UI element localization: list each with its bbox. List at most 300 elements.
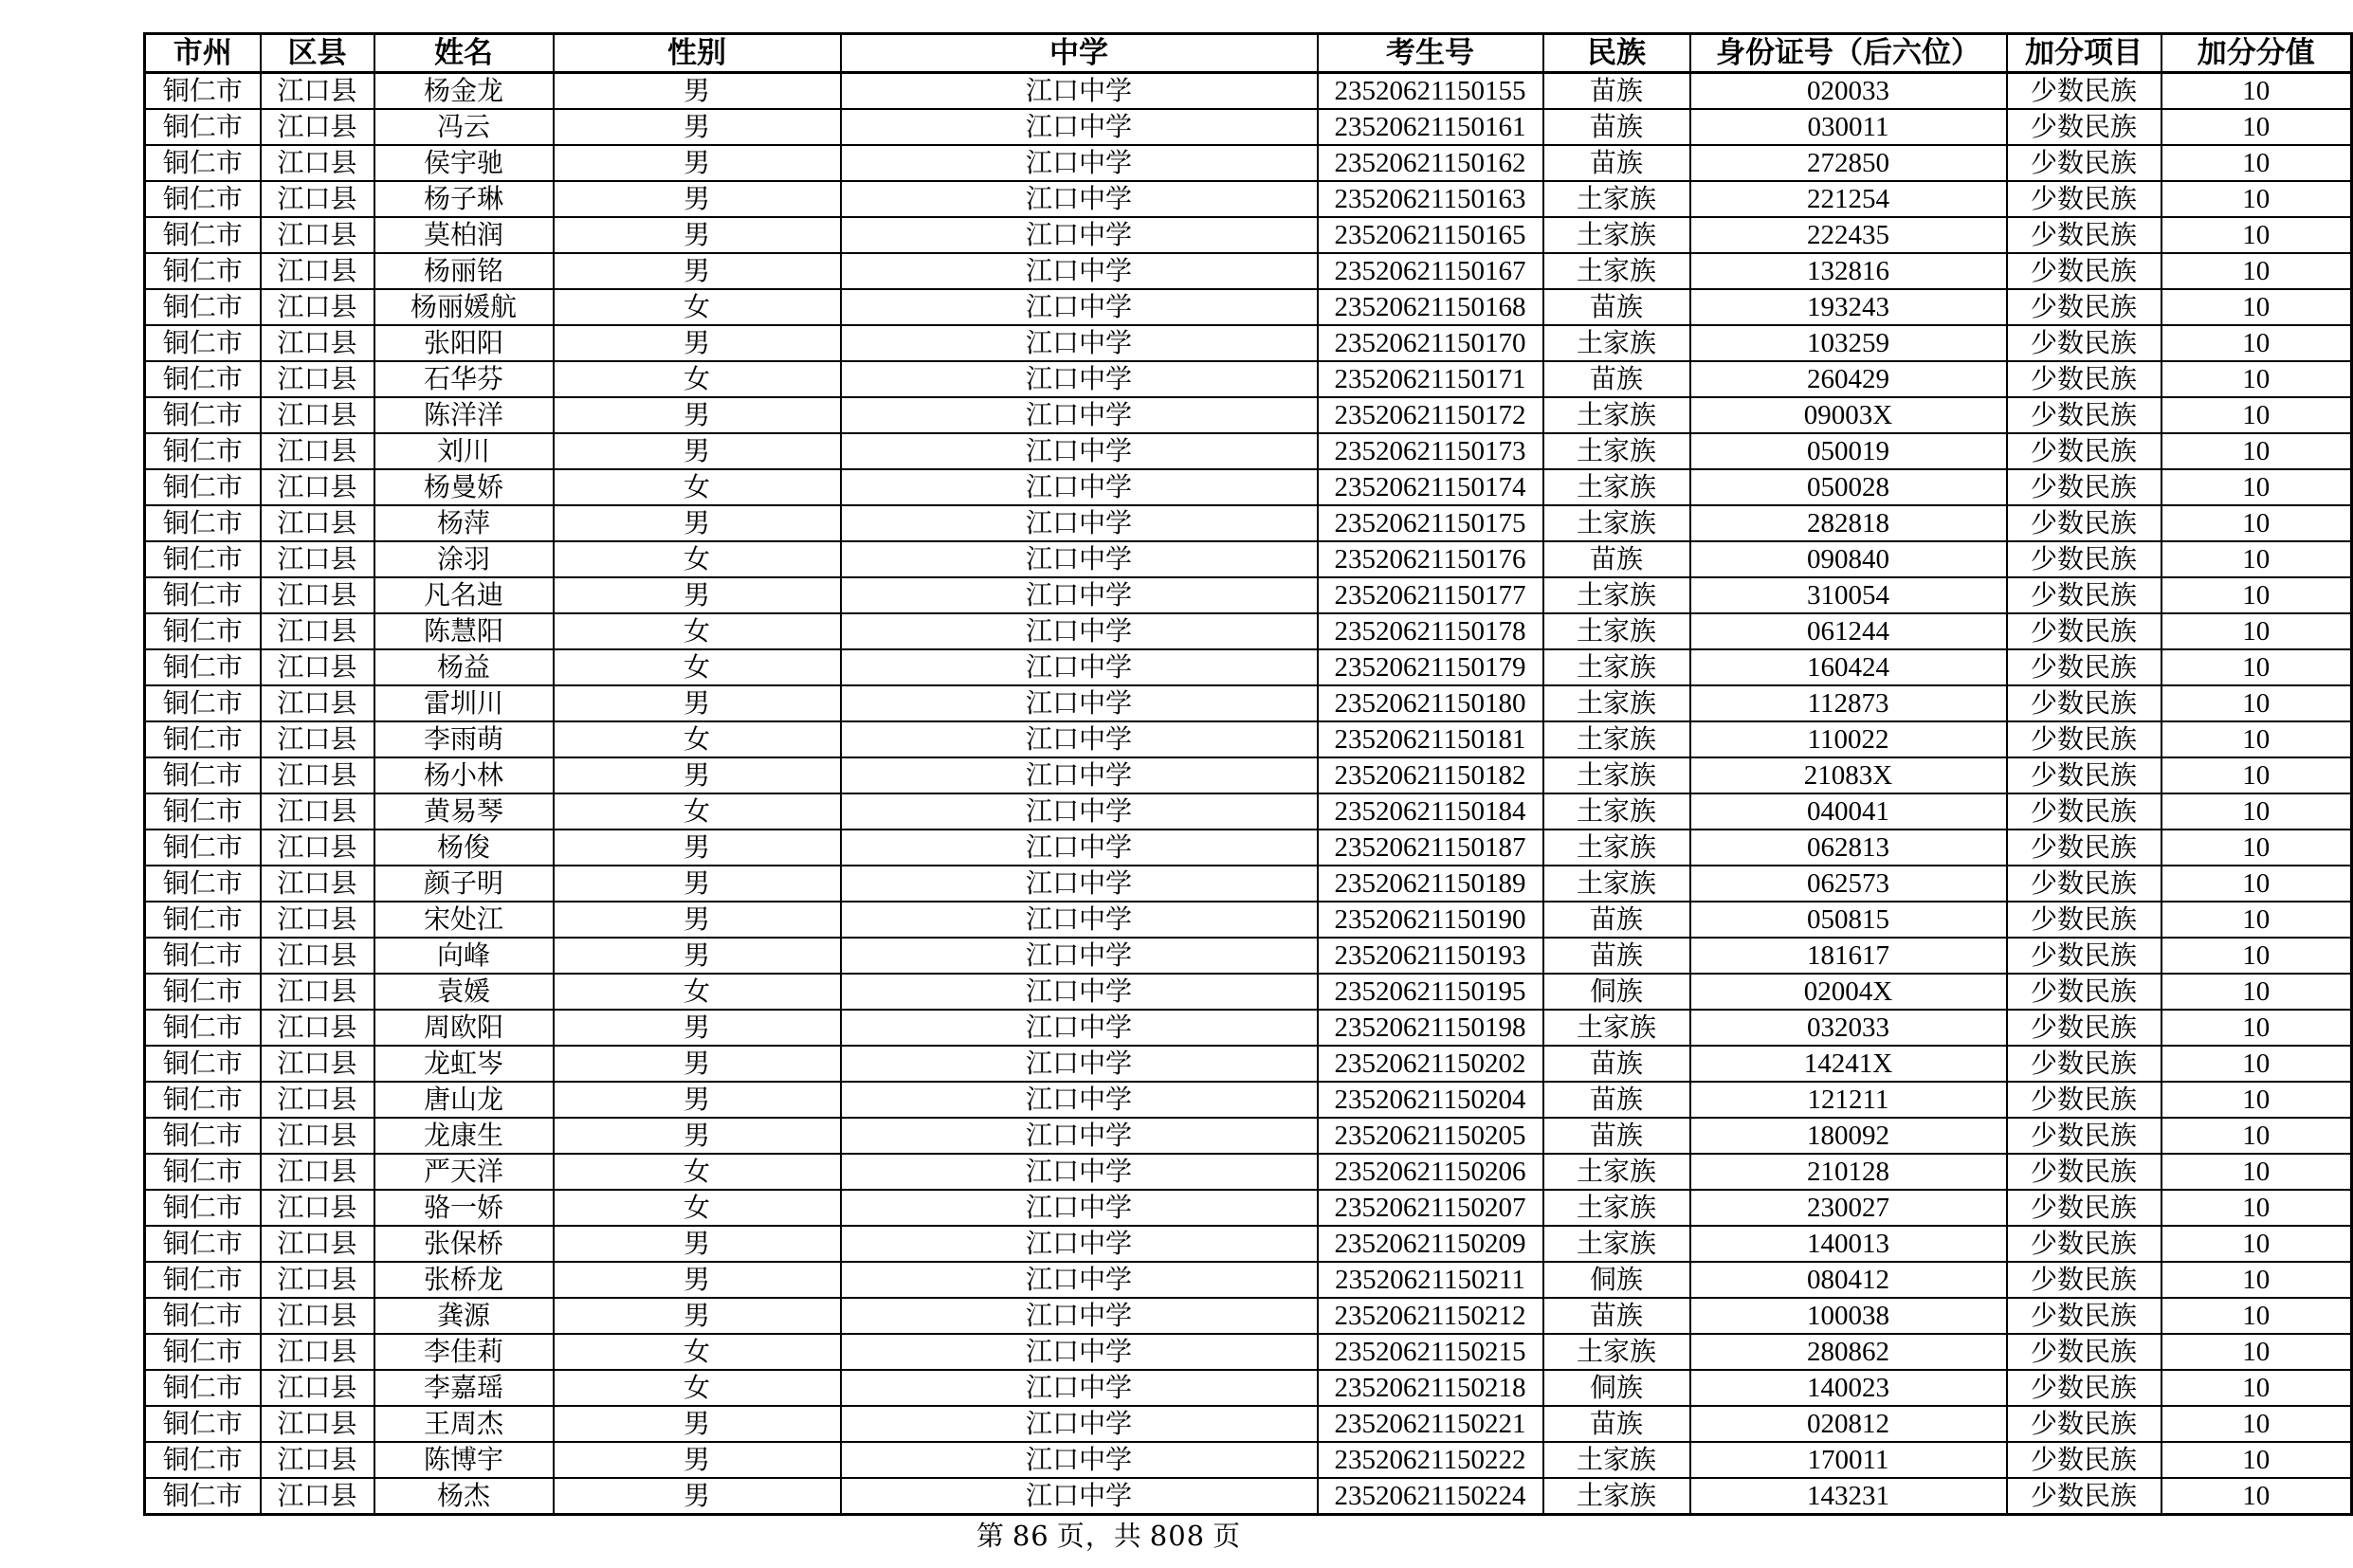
cell-name: 陈博宇: [374, 1442, 554, 1478]
cell-bonus-value: 10: [2161, 757, 2352, 793]
cell-ethnicity: 苗族: [1543, 1046, 1690, 1082]
cell-bonus-item: 少数民族: [2007, 145, 2161, 181]
cell-id-last-six: 050019: [1690, 433, 2007, 469]
cell-bonus-value: 10: [2161, 974, 2352, 1010]
cell-city: 铜仁市: [145, 1190, 261, 1226]
table-row: [145, 1118, 2352, 1154]
cell-school: 江口中学: [841, 361, 1318, 397]
cell-school: 江口中学: [841, 1406, 1318, 1442]
cell-bonus-item: 少数民族: [2007, 1118, 2161, 1154]
cell-school: 江口中学: [841, 613, 1318, 649]
cell-county: 江口县: [261, 974, 374, 1010]
cell-gender: 男: [554, 217, 841, 253]
cell-county: 江口县: [261, 325, 374, 361]
cell-gender: 女: [554, 289, 841, 325]
cell-id-last-six: 061244: [1690, 613, 2007, 649]
cell-exam-number: 23520621150222: [1318, 1442, 1543, 1478]
cell-bonus-item: 少数民族: [2007, 1370, 2161, 1406]
cell-id-last-six: 110022: [1690, 721, 2007, 757]
cell-id-last-six: 032033: [1690, 1010, 2007, 1046]
cell-school: 江口中学: [841, 541, 1318, 577]
column-header-school: 中学: [841, 34, 1318, 73]
cell-id-last-six: 160424: [1690, 649, 2007, 685]
cell-gender: 男: [554, 938, 841, 974]
cell-gender: 女: [554, 649, 841, 685]
cell-name: 向峰: [374, 938, 554, 974]
table-row: [145, 397, 2352, 433]
cell-id-last-six: 14241X: [1690, 1046, 2007, 1082]
cell-exam-number: 23520621150205: [1318, 1118, 1543, 1154]
table-row: [145, 1370, 2352, 1406]
cell-gender: 女: [554, 793, 841, 830]
cell-county: 江口县: [261, 1262, 374, 1298]
cell-school: 江口中学: [841, 757, 1318, 793]
table-row: [145, 1262, 2352, 1298]
cell-county: 江口县: [261, 1046, 374, 1082]
column-header-bonus-item: 加分项目: [2007, 34, 2161, 73]
cell-gender: 女: [554, 613, 841, 649]
cell-gender: 男: [554, 397, 841, 433]
cell-bonus-item: 少数民族: [2007, 469, 2161, 505]
cell-gender: 女: [554, 469, 841, 505]
cell-school: 江口中学: [841, 73, 1318, 110]
column-header-id-last-six: 身份证号（后六位）: [1690, 34, 2007, 73]
cell-gender: 男: [554, 1406, 841, 1442]
column-header-ethnicity: 民族: [1543, 34, 1690, 73]
table-row: [145, 181, 2352, 217]
cell-gender: 男: [554, 1298, 841, 1334]
cell-bonus-item: 少数民族: [2007, 1010, 2161, 1046]
cell-bonus-value: 10: [2161, 181, 2352, 217]
cell-city: 铜仁市: [145, 181, 261, 217]
cell-gender: 男: [554, 73, 841, 110]
cell-id-last-six: 221254: [1690, 181, 2007, 217]
cell-id-last-six: 310054: [1690, 577, 2007, 613]
cell-bonus-value: 10: [2161, 1190, 2352, 1226]
column-header-bonus-value: 加分分值: [2161, 34, 2352, 73]
table-row: [145, 217, 2352, 253]
cell-name: 杨子琳: [374, 181, 554, 217]
cell-bonus-item: 少数民族: [2007, 1190, 2161, 1226]
table-row: [145, 253, 2352, 289]
cell-id-last-six: 140023: [1690, 1370, 2007, 1406]
cell-gender: 男: [554, 325, 841, 361]
cell-gender: 女: [554, 1154, 841, 1190]
cell-bonus-value: 10: [2161, 505, 2352, 541]
table-row: [145, 649, 2352, 685]
cell-exam-number: 23520621150167: [1318, 253, 1543, 289]
cell-ethnicity: 土家族: [1543, 721, 1690, 757]
cell-ethnicity: 土家族: [1543, 1226, 1690, 1262]
cell-bonus-item: 少数民族: [2007, 1226, 2161, 1262]
cell-county: 江口县: [261, 1118, 374, 1154]
cell-bonus-item: 少数民族: [2007, 577, 2161, 613]
cell-county: 江口县: [261, 1010, 374, 1046]
cell-name: 杨萍: [374, 505, 554, 541]
cell-bonus-value: 10: [2161, 649, 2352, 685]
cell-city: 铜仁市: [145, 721, 261, 757]
cell-ethnicity: 苗族: [1543, 541, 1690, 577]
table-row: [145, 902, 2352, 938]
cell-id-last-six: 132816: [1690, 253, 2007, 289]
cell-exam-number: 23520621150204: [1318, 1082, 1543, 1118]
table-body: [145, 73, 2352, 1515]
cell-ethnicity: 土家族: [1543, 253, 1690, 289]
cell-county: 江口县: [261, 1334, 374, 1370]
cell-bonus-item: 少数民族: [2007, 613, 2161, 649]
cell-county: 江口县: [261, 1082, 374, 1118]
cell-bonus-item: 少数民族: [2007, 325, 2161, 361]
cell-exam-number: 23520621150175: [1318, 505, 1543, 541]
bonus-points-table: [143, 32, 2353, 1516]
cell-exam-number: 23520621150165: [1318, 217, 1543, 253]
cell-city: 铜仁市: [145, 1406, 261, 1442]
cell-id-last-six: 112873: [1690, 685, 2007, 721]
cell-county: 江口县: [261, 1406, 374, 1442]
cell-county: 江口县: [261, 1478, 374, 1515]
cell-bonus-item: 少数民族: [2007, 361, 2161, 397]
cell-name: 龙康生: [374, 1118, 554, 1154]
page-prefix: 第: [976, 1520, 1005, 1552]
cell-gender: 女: [554, 721, 841, 757]
table-row: [145, 1298, 2352, 1334]
cell-city: 铜仁市: [145, 757, 261, 793]
cell-gender: 男: [554, 830, 841, 866]
cell-ethnicity: 土家族: [1543, 793, 1690, 830]
cell-city: 铜仁市: [145, 145, 261, 181]
cell-city: 铜仁市: [145, 1118, 261, 1154]
cell-school: 江口中学: [841, 685, 1318, 721]
table-row: [145, 73, 2352, 110]
table-row: [145, 289, 2352, 325]
cell-exam-number: 23520621150174: [1318, 469, 1543, 505]
header-row: [145, 34, 2352, 73]
page-mid: 页，共: [1056, 1520, 1142, 1552]
cell-bonus-value: 10: [2161, 217, 2352, 253]
cell-ethnicity: 苗族: [1543, 361, 1690, 397]
cell-county: 江口县: [261, 73, 374, 110]
cell-school: 江口中学: [841, 505, 1318, 541]
cell-name: 杨杰: [374, 1478, 554, 1515]
cell-city: 铜仁市: [145, 613, 261, 649]
cell-id-last-six: 260429: [1690, 361, 2007, 397]
cell-bonus-value: 10: [2161, 902, 2352, 938]
cell-county: 江口县: [261, 541, 374, 577]
cell-bonus-item: 少数民族: [2007, 1298, 2161, 1334]
cell-exam-number: 23520621150168: [1318, 289, 1543, 325]
cell-bonus-item: 少数民族: [2007, 1082, 2161, 1118]
cell-id-last-six: 100038: [1690, 1298, 2007, 1334]
cell-exam-number: 23520621150215: [1318, 1334, 1543, 1370]
cell-name: 杨丽铭: [374, 253, 554, 289]
cell-county: 江口县: [261, 217, 374, 253]
cell-bonus-item: 少数民族: [2007, 1046, 2161, 1082]
cell-ethnicity: 苗族: [1543, 145, 1690, 181]
cell-school: 江口中学: [841, 469, 1318, 505]
cell-bonus-value: 10: [2161, 1334, 2352, 1370]
cell-exam-number: 23520621150207: [1318, 1190, 1543, 1226]
cell-bonus-item: 少数民族: [2007, 289, 2161, 325]
cell-school: 江口中学: [841, 1442, 1318, 1478]
cell-gender: 男: [554, 902, 841, 938]
cell-ethnicity: 侗族: [1543, 1370, 1690, 1406]
cell-exam-number: 23520621150187: [1318, 830, 1543, 866]
cell-name: 李嘉瑶: [374, 1370, 554, 1406]
cell-gender: 男: [554, 1046, 841, 1082]
cell-name: 杨金龙: [374, 73, 554, 110]
cell-school: 江口中学: [841, 1046, 1318, 1082]
cell-bonus-value: 10: [2161, 1226, 2352, 1262]
cell-school: 江口中学: [841, 577, 1318, 613]
cell-gender: 男: [554, 181, 841, 217]
cell-gender: 男: [554, 109, 841, 145]
cell-bonus-item: 少数民族: [2007, 217, 2161, 253]
cell-ethnicity: 土家族: [1543, 469, 1690, 505]
cell-id-last-six: 020812: [1690, 1406, 2007, 1442]
cell-city: 铜仁市: [145, 1334, 261, 1370]
cell-city: 铜仁市: [145, 505, 261, 541]
cell-name: 莫柏润: [374, 217, 554, 253]
cell-id-last-six: 09003X: [1690, 397, 2007, 433]
cell-exam-number: 23520621150161: [1318, 109, 1543, 145]
cell-city: 铜仁市: [145, 1154, 261, 1190]
cell-ethnicity: 侗族: [1543, 1262, 1690, 1298]
table-row: [145, 830, 2352, 866]
cell-county: 江口县: [261, 397, 374, 433]
cell-city: 铜仁市: [145, 397, 261, 433]
cell-bonus-value: 10: [2161, 1442, 2352, 1478]
cell-gender: 男: [554, 866, 841, 902]
cell-id-last-six: 210128: [1690, 1154, 2007, 1190]
column-header-gender: 性别: [554, 34, 841, 73]
cell-exam-number: 23520621150209: [1318, 1226, 1543, 1262]
cell-school: 江口中学: [841, 109, 1318, 145]
cell-ethnicity: 苗族: [1543, 902, 1690, 938]
cell-city: 铜仁市: [145, 109, 261, 145]
cell-ethnicity: 土家族: [1543, 757, 1690, 793]
cell-gender: 男: [554, 145, 841, 181]
cell-exam-number: 23520621150163: [1318, 181, 1543, 217]
cell-gender: 男: [554, 1262, 841, 1298]
cell-ethnicity: 苗族: [1543, 1082, 1690, 1118]
cell-id-last-six: 140013: [1690, 1226, 2007, 1262]
cell-bonus-value: 10: [2161, 1370, 2352, 1406]
page-number: 86: [1012, 1520, 1049, 1552]
cell-bonus-item: 少数民族: [2007, 1442, 2161, 1478]
cell-gender: 女: [554, 1190, 841, 1226]
total-pages: 808: [1149, 1520, 1206, 1552]
cell-id-last-six: 050815: [1690, 902, 2007, 938]
cell-id-last-six: 193243: [1690, 289, 2007, 325]
cell-name: 黄易琴: [374, 793, 554, 830]
cell-ethnicity: 土家族: [1543, 649, 1690, 685]
cell-exam-number: 23520621150202: [1318, 1046, 1543, 1082]
cell-name: 张阳阳: [374, 325, 554, 361]
column-header-city: 市州: [145, 34, 261, 73]
cell-name: 龚源: [374, 1298, 554, 1334]
cell-exam-number: 23520621150184: [1318, 793, 1543, 830]
cell-county: 江口县: [261, 793, 374, 830]
cell-school: 江口中学: [841, 181, 1318, 217]
cell-exam-number: 23520621150190: [1318, 902, 1543, 938]
cell-id-last-six: 180092: [1690, 1118, 2007, 1154]
table-header: [145, 34, 2352, 73]
cell-gender: 男: [554, 1082, 841, 1118]
cell-name: 王周杰: [374, 1406, 554, 1442]
cell-ethnicity: 苗族: [1543, 938, 1690, 974]
cell-bonus-value: 10: [2161, 1406, 2352, 1442]
cell-school: 江口中学: [841, 1370, 1318, 1406]
cell-name: 李雨萌: [374, 721, 554, 757]
table-row: [145, 613, 2352, 649]
column-header-exam-number: 考生号: [1318, 34, 1543, 73]
cell-gender: 男: [554, 253, 841, 289]
cell-gender: 男: [554, 1118, 841, 1154]
column-header-county: 区县: [261, 34, 374, 73]
cell-ethnicity: 土家族: [1543, 217, 1690, 253]
cell-city: 铜仁市: [145, 1226, 261, 1262]
cell-bonus-value: 10: [2161, 685, 2352, 721]
cell-bonus-value: 10: [2161, 361, 2352, 397]
cell-county: 江口县: [261, 649, 374, 685]
cell-id-last-six: 040041: [1690, 793, 2007, 830]
cell-bonus-item: 少数民族: [2007, 433, 2161, 469]
cell-bonus-value: 10: [2161, 721, 2352, 757]
cell-gender: 女: [554, 541, 841, 577]
table-row: [145, 1478, 2352, 1515]
cell-id-last-six: 062573: [1690, 866, 2007, 902]
cell-exam-number: 23520621150195: [1318, 974, 1543, 1010]
cell-school: 江口中学: [841, 397, 1318, 433]
cell-gender: 男: [554, 1226, 841, 1262]
cell-exam-number: 23520621150221: [1318, 1406, 1543, 1442]
cell-school: 江口中学: [841, 289, 1318, 325]
cell-school: 江口中学: [841, 938, 1318, 974]
cell-county: 江口县: [261, 253, 374, 289]
table-row: [145, 1406, 2352, 1442]
cell-school: 江口中学: [841, 793, 1318, 830]
cell-exam-number: 23520621150171: [1318, 361, 1543, 397]
cell-bonus-value: 10: [2161, 613, 2352, 649]
cell-name: 杨小林: [374, 757, 554, 793]
cell-id-last-six: 02004X: [1690, 974, 2007, 1010]
cell-exam-number: 23520621150178: [1318, 613, 1543, 649]
cell-bonus-value: 10: [2161, 577, 2352, 613]
page-suffix: 页: [1213, 1520, 1242, 1552]
cell-ethnicity: 土家族: [1543, 397, 1690, 433]
cell-city: 铜仁市: [145, 1298, 261, 1334]
cell-bonus-item: 少数民族: [2007, 541, 2161, 577]
cell-city: 铜仁市: [145, 685, 261, 721]
cell-bonus-item: 少数民族: [2007, 685, 2161, 721]
cell-county: 江口县: [261, 1442, 374, 1478]
cell-bonus-value: 10: [2161, 830, 2352, 866]
cell-gender: 男: [554, 757, 841, 793]
cell-city: 铜仁市: [145, 1046, 261, 1082]
cell-ethnicity: 土家族: [1543, 325, 1690, 361]
cell-county: 江口县: [261, 505, 374, 541]
cell-id-last-six: 020033: [1690, 73, 2007, 110]
table-row: [145, 325, 2352, 361]
cell-county: 江口县: [261, 1226, 374, 1262]
cell-county: 江口县: [261, 938, 374, 974]
cell-ethnicity: 土家族: [1543, 1154, 1690, 1190]
cell-county: 江口县: [261, 145, 374, 181]
cell-county: 江口县: [261, 181, 374, 217]
cell-school: 江口中学: [841, 1082, 1318, 1118]
cell-school: 江口中学: [841, 974, 1318, 1010]
table-row: [145, 793, 2352, 830]
cell-name: 侯宇驰: [374, 145, 554, 181]
cell-school: 江口中学: [841, 145, 1318, 181]
cell-name: 颜子明: [374, 866, 554, 902]
cell-name: 陈洋洋: [374, 397, 554, 433]
cell-county: 江口县: [261, 469, 374, 505]
cell-ethnicity: 土家族: [1543, 1478, 1690, 1515]
cell-city: 铜仁市: [145, 469, 261, 505]
cell-county: 江口县: [261, 866, 374, 902]
cell-gender: 男: [554, 1442, 841, 1478]
cell-bonus-item: 少数民族: [2007, 109, 2161, 145]
cell-id-last-six: 062813: [1690, 830, 2007, 866]
cell-ethnicity: 土家族: [1543, 181, 1690, 217]
cell-gender: 女: [554, 1334, 841, 1370]
cell-school: 江口中学: [841, 830, 1318, 866]
cell-name: 龙虹岑: [374, 1046, 554, 1082]
cell-ethnicity: 土家族: [1543, 1334, 1690, 1370]
cell-bonus-value: 10: [2161, 793, 2352, 830]
table-row: [145, 1010, 2352, 1046]
cell-bonus-item: 少数民族: [2007, 1154, 2161, 1190]
cell-bonus-item: 少数民族: [2007, 181, 2161, 217]
cell-id-last-six: 170011: [1690, 1442, 2007, 1478]
cell-name: 杨益: [374, 649, 554, 685]
cell-name: 唐山龙: [374, 1082, 554, 1118]
cell-name: 李佳莉: [374, 1334, 554, 1370]
cell-name: 涂羽: [374, 541, 554, 577]
cell-school: 江口中学: [841, 649, 1318, 685]
cell-ethnicity: 土家族: [1543, 1442, 1690, 1478]
cell-bonus-item: 少数民族: [2007, 938, 2161, 974]
table-row: [145, 1226, 2352, 1262]
cell-bonus-item: 少数民族: [2007, 974, 2161, 1010]
cell-bonus-value: 10: [2161, 1082, 2352, 1118]
cell-bonus-value: 10: [2161, 1262, 2352, 1298]
cell-id-last-six: 230027: [1690, 1190, 2007, 1226]
cell-city: 铜仁市: [145, 325, 261, 361]
cell-id-last-six: 030011: [1690, 109, 2007, 145]
cell-name: 周欧阳: [374, 1010, 554, 1046]
cell-city: 铜仁市: [145, 361, 261, 397]
cell-city: 铜仁市: [145, 938, 261, 974]
cell-city: 铜仁市: [145, 1370, 261, 1406]
cell-city: 铜仁市: [145, 217, 261, 253]
cell-city: 铜仁市: [145, 1082, 261, 1118]
cell-id-last-six: 080412: [1690, 1262, 2007, 1298]
cell-exam-number: 23520621150212: [1318, 1298, 1543, 1334]
cell-county: 江口县: [261, 685, 374, 721]
cell-county: 江口县: [261, 1154, 374, 1190]
cell-bonus-value: 10: [2161, 109, 2352, 145]
cell-exam-number: 23520621150224: [1318, 1478, 1543, 1515]
cell-city: 铜仁市: [145, 866, 261, 902]
cell-city: 铜仁市: [145, 1010, 261, 1046]
cell-bonus-item: 少数民族: [2007, 73, 2161, 110]
cell-ethnicity: 苗族: [1543, 1406, 1690, 1442]
cell-exam-number: 23520621150155: [1318, 73, 1543, 110]
table-row: [145, 1046, 2352, 1082]
cell-name: 杨丽媛航: [374, 289, 554, 325]
